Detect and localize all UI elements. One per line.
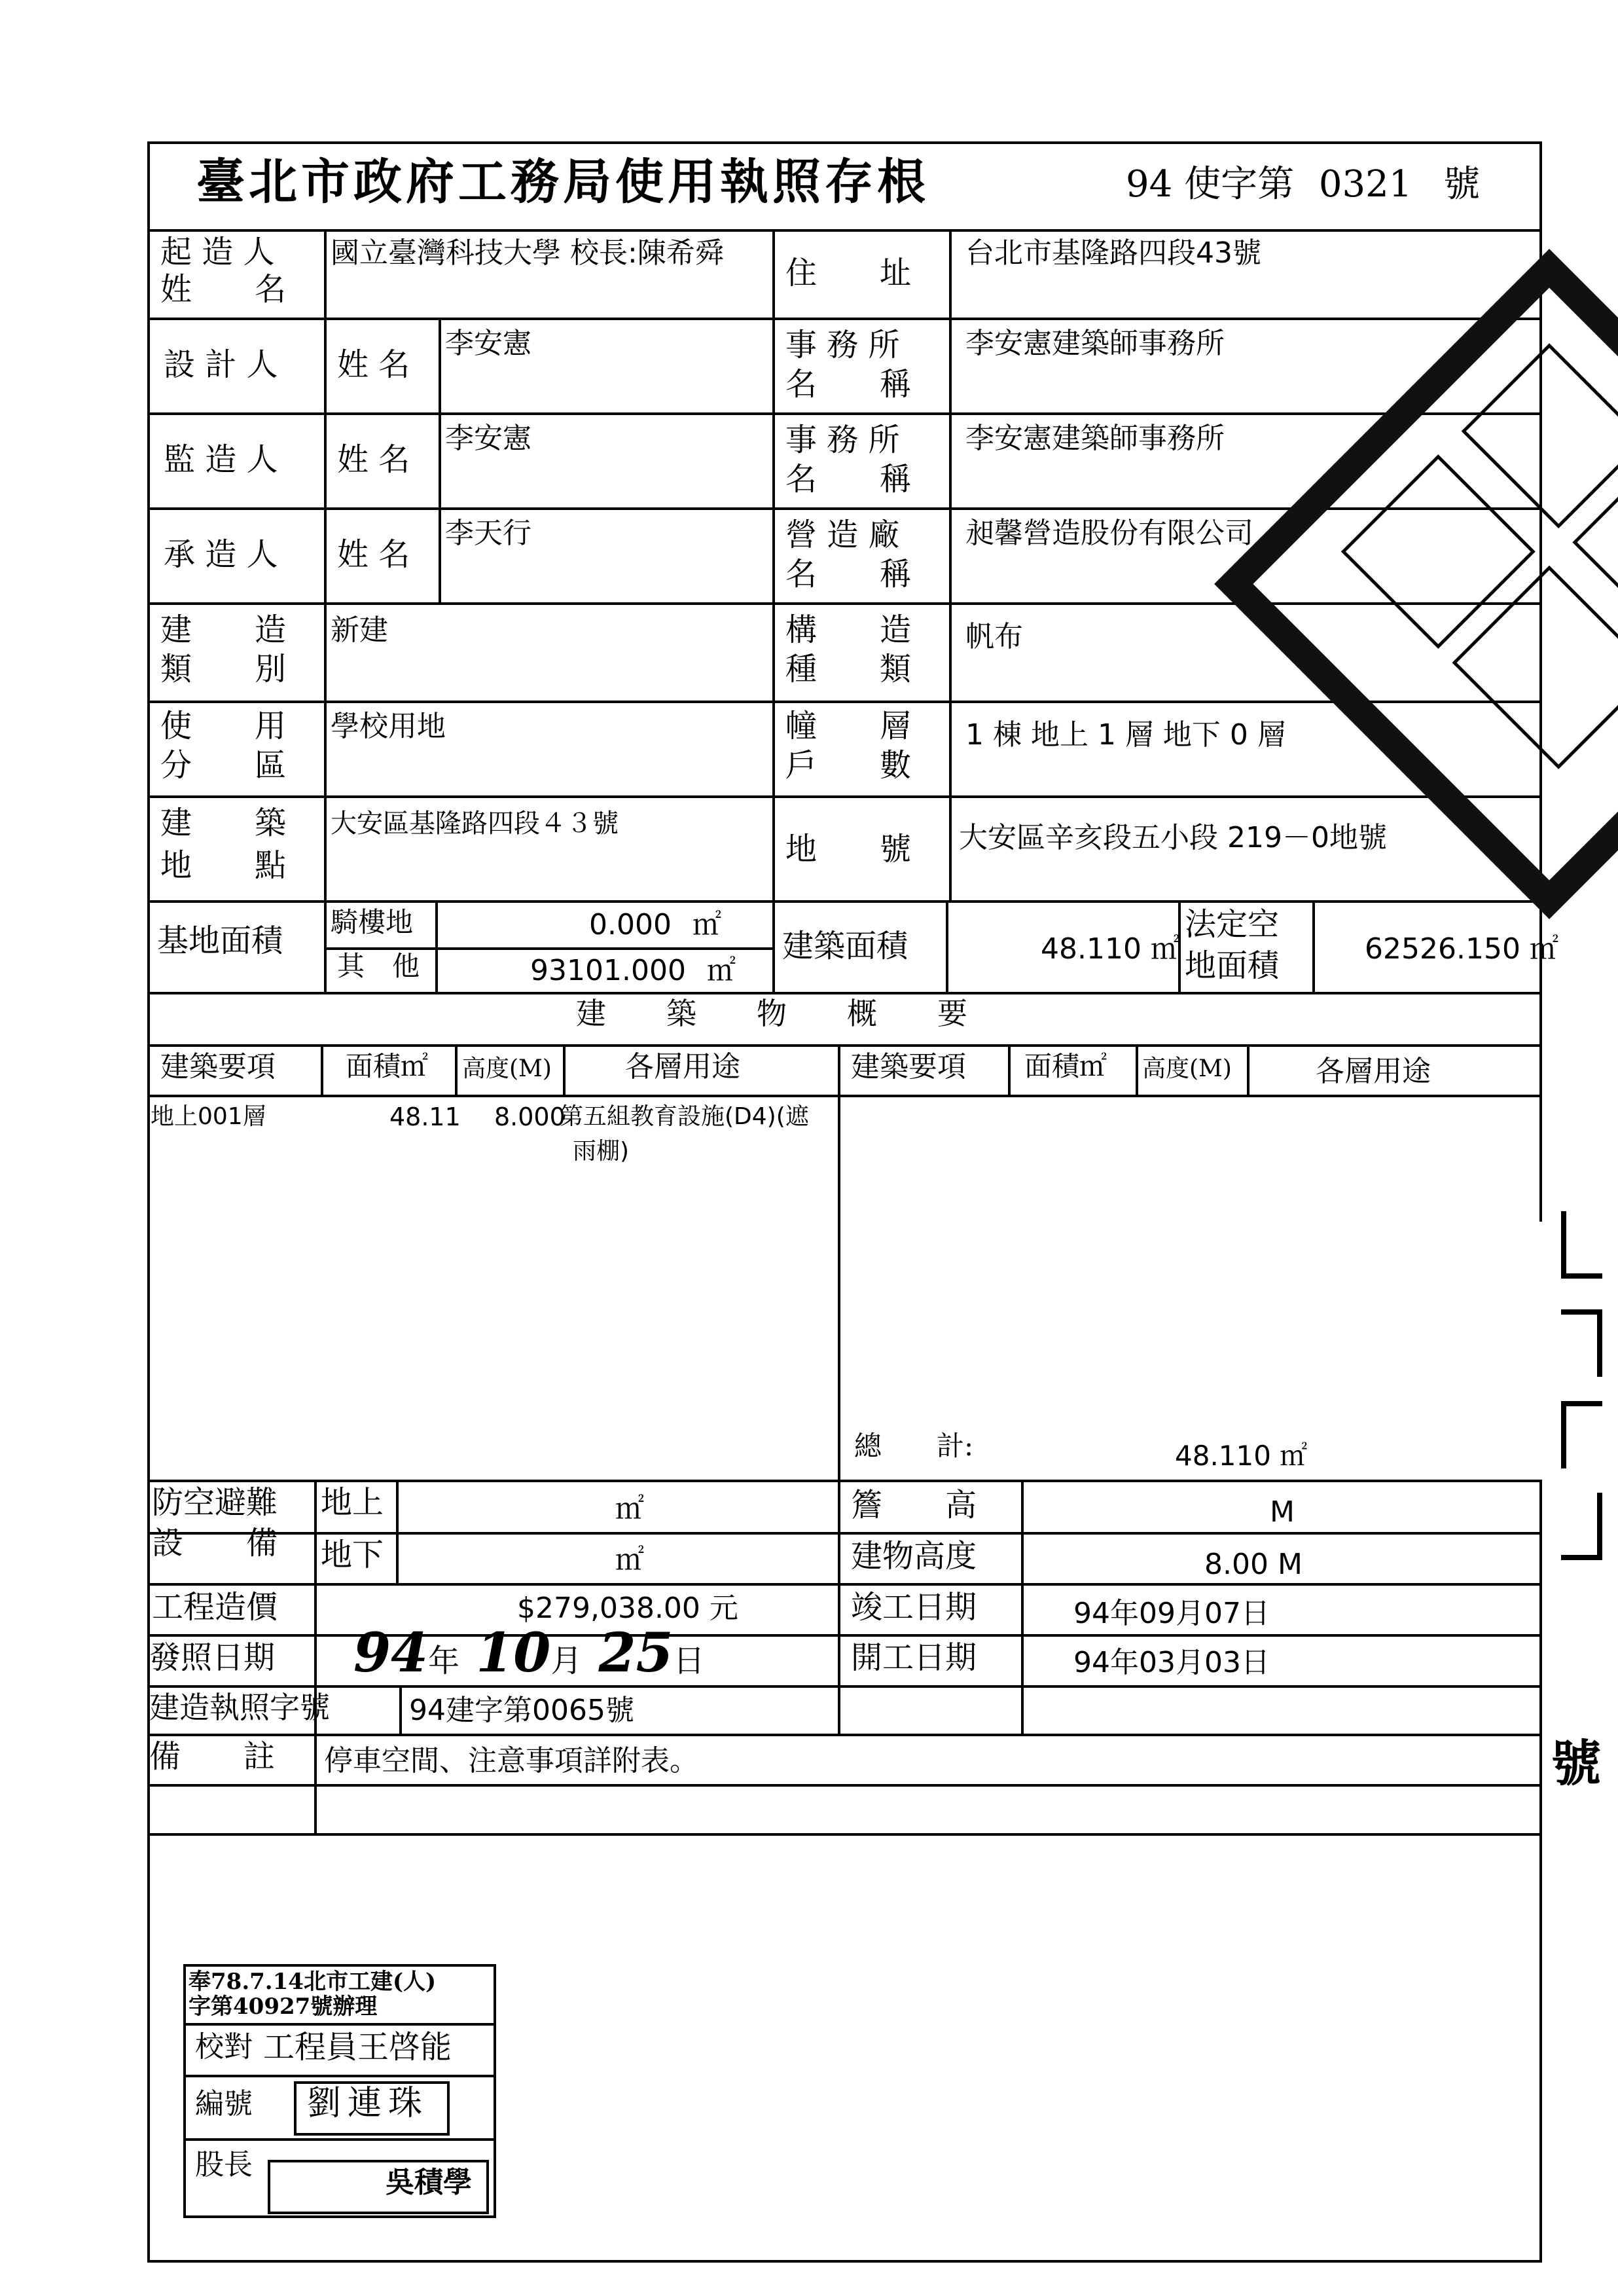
designer-office-label1: 事 務 所 <box>785 327 900 363</box>
start-label: 開工日期 <box>851 1639 977 1676</box>
location-label1: 建 築 <box>160 805 287 841</box>
construction-permit-label: 建造執照字號 <box>149 1690 330 1725</box>
overview-col-use-right: 各層用途 <box>1316 1055 1431 1088</box>
completion-label: 竣工日期 <box>851 1589 977 1626</box>
permit-suffix: 號 <box>1443 163 1481 206</box>
issue-year: 94 <box>353 1622 429 1685</box>
air-raid-above-label: 地上 <box>321 1484 384 1521</box>
air-raid-above-unit: ㎡ <box>615 1492 644 1525</box>
lot-label: 地 號 <box>785 831 912 867</box>
stamp-line2: 字第40927號辦理 <box>189 1994 378 2020</box>
cost-label: 工程造價 <box>152 1589 278 1626</box>
open-space-unit: ㎡ <box>1529 932 1558 966</box>
supervisor-office-label1: 事 務 所 <box>785 422 900 458</box>
structure-label1: 構 造 <box>785 611 912 648</box>
overview-total-label: 總 計: <box>854 1430 974 1462</box>
building-height-label: 建物高度 <box>851 1538 977 1575</box>
other-label: 其 他 <box>337 950 420 982</box>
designer-office-label2: 名 稱 <box>785 366 912 403</box>
address-value: 台北市基隆路四段43號 <box>965 236 1261 270</box>
issue-label: 發照日期 <box>149 1639 276 1676</box>
overview-row-area: 48.11 <box>389 1102 461 1131</box>
floors-label1: 幢 層 <box>785 708 912 744</box>
zoning-label1: 使 用 <box>160 708 287 744</box>
arcade-unit: ㎡ <box>692 908 721 941</box>
overview-col-use-left: 各層用途 <box>625 1050 740 1084</box>
other-value <box>530 955 736 988</box>
building-height-value: 8.00 M <box>1204 1548 1303 1581</box>
approval-stamp <box>183 1964 496 2218</box>
other-unit: ㎡ <box>706 954 736 987</box>
air-raid-below-unit: ㎡ <box>615 1543 644 1576</box>
structure-value: 帆布 <box>965 620 1023 653</box>
owner-label-line1: 起 造 人 <box>160 234 275 270</box>
building-area-number: 48.110 <box>1041 932 1142 966</box>
open-space-label1: 法定空 <box>1185 906 1280 943</box>
location-value: 大安區基隆路四段４３號 <box>331 809 619 839</box>
permit-number <box>1126 164 1480 206</box>
other-number: 93101.000 <box>530 954 686 987</box>
permit-no: 0321 <box>1318 163 1412 206</box>
air-raid-label1: 防空避難 <box>152 1484 278 1521</box>
air-raid-label2: 設 備 <box>152 1525 278 1561</box>
zoning-value: 學校用地 <box>331 710 446 743</box>
contractor-name-label: 姓 名 <box>337 536 410 573</box>
supervisor-name-label: 姓 名 <box>337 441 410 478</box>
designer-name-label: 姓 名 <box>337 346 410 383</box>
overview-col-height-right: 高度(M) <box>1142 1055 1232 1082</box>
overview-row-use-line2: 雨棚) <box>573 1138 630 1165</box>
floors-label2: 戶 數 <box>785 747 912 784</box>
cost-value: $279,038.00 元 <box>517 1592 738 1625</box>
remark-value: 停車空間、注意事項詳附表。 <box>324 1744 698 1777</box>
floors-value: 1 棟 地上 1 層 地下 0 層 <box>965 718 1286 752</box>
build-type-value: 新建 <box>331 613 388 647</box>
issue-date <box>353 1622 705 1684</box>
arcade-value <box>589 909 721 942</box>
build-type-label2: 類 別 <box>160 651 287 687</box>
start-value: 94年03月03日 <box>1073 1646 1270 1679</box>
overview-row-use-line1: 第五組教育設施(D4)(遮 <box>560 1103 809 1130</box>
supervisor-office: 李安憲建築師事務所 <box>965 422 1225 455</box>
issue-year-unit: 年 <box>428 1643 460 1679</box>
zoning-label2: 分 區 <box>160 747 287 784</box>
overview-title: 建 築 物 概 要 <box>576 996 967 1031</box>
stamp-number-label: 編號 <box>195 2087 253 2121</box>
supervisor-office-label2: 名 稱 <box>785 461 912 498</box>
contractor-name: 李天行 <box>445 517 531 550</box>
stamp-checker-label: 校對 <box>195 2030 253 2064</box>
building-area-value <box>1041 933 1179 966</box>
overview-col-height-left: 高度(M) <box>462 1055 552 1082</box>
overview-col-area-right: 面積㎡ <box>1024 1050 1107 1082</box>
stamp-checker-value: 工程員王啓能 <box>263 2029 452 2066</box>
issue-day: 25 <box>598 1622 674 1685</box>
overview-col-item-right: 建築要項 <box>851 1050 966 1084</box>
right-margin-marks <box>1555 982 1607 1833</box>
building-area-unit: ㎡ <box>1150 932 1179 966</box>
overview-col-item-left: 建築要項 <box>160 1050 276 1084</box>
build-type-label1: 建 造 <box>160 611 287 648</box>
issue-month-unit: 月 <box>550 1643 583 1679</box>
lot-value: 大安區辛亥段五小段 219－0地號 <box>959 821 1387 854</box>
stamp-chief-value: 吳積學 <box>386 2166 472 2199</box>
construction-permit-value: 94建字第0065號 <box>409 1694 634 1727</box>
permit-label: 使字第 <box>1184 163 1295 206</box>
air-raid-below-label: 地下 <box>321 1537 384 1573</box>
eave-label: 簷 高 <box>851 1487 977 1523</box>
overview-total-value: 48.110 ㎡ <box>1175 1440 1308 1472</box>
building-area-label: 建築面積 <box>782 928 908 964</box>
structure-label2: 種 類 <box>785 651 912 687</box>
location-label2: 地 點 <box>160 847 287 884</box>
open-space-value <box>1365 933 1558 966</box>
remark-label: 備 註 <box>149 1738 276 1775</box>
completion-value: 94年09月07日 <box>1073 1597 1270 1630</box>
open-space-label2: 地面積 <box>1185 947 1280 984</box>
page-title: 臺北市政府工務局使用執照存根 <box>196 154 929 210</box>
contractor-office-label2: 名 稱 <box>785 556 912 592</box>
site-area-label: 基地面積 <box>157 922 283 959</box>
designer-name: 李安憲 <box>445 327 531 360</box>
owner-value: 國立臺灣科技大學 校長:陳希舜 <box>331 236 724 270</box>
arcade-label: 騎樓地 <box>331 906 414 938</box>
margin-number-char: 號 <box>1551 1734 1601 1793</box>
official-seal <box>1214 249 1618 919</box>
open-space-number: 62526.150 <box>1365 932 1520 966</box>
stamp-line1: 奉78.7.14北市工建(人) <box>189 1969 437 1995</box>
designer-label: 設 計 人 <box>164 346 278 383</box>
stamp-number-value: 劉連珠 <box>307 2084 429 2123</box>
address-label: 住 址 <box>785 255 912 291</box>
eave-unit: M <box>1270 1495 1295 1529</box>
contractor-office-label1: 營 造 廠 <box>785 517 900 553</box>
owner-label-line2: 姓 名 <box>160 271 287 308</box>
designer-office: 李安憲建築師事務所 <box>965 327 1225 360</box>
supervisor-label: 監 造 人 <box>164 441 278 478</box>
overview-row-item: 地上001層 <box>151 1103 266 1130</box>
supervisor-name: 李安憲 <box>445 422 531 455</box>
issue-month: 10 <box>476 1622 551 1685</box>
issue-day-unit: 日 <box>673 1643 705 1679</box>
stamp-chief-label: 股長 <box>195 2148 253 2181</box>
contractor-label: 承 造 人 <box>164 536 278 573</box>
permit-year: 94 <box>1126 163 1173 206</box>
overview-row-height: 8.000 <box>494 1102 566 1131</box>
contractor-office: 昶馨營造股份有限公司 <box>965 517 1253 550</box>
overview-col-area-left: 面積㎡ <box>346 1050 429 1082</box>
arcade-number: 0.000 <box>589 908 672 941</box>
